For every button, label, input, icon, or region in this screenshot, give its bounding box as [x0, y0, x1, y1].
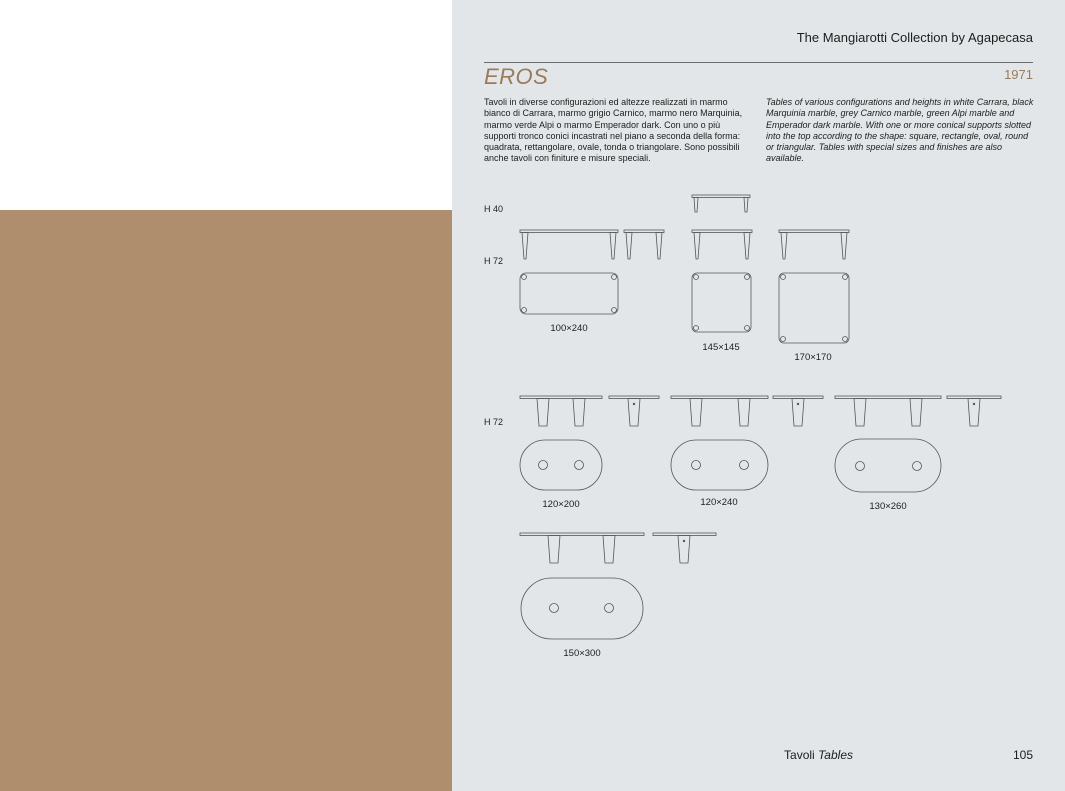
table-top-view-170x170: [779, 273, 849, 343]
collection-header: The Mangiarotti Collection by Agapecasa: [796, 30, 1033, 45]
table-side-view-130x260-short: [947, 396, 1001, 426]
table-side-view-170x170: [779, 230, 849, 259]
dimension-label: 130×260: [869, 501, 907, 512]
table-side-view-120x240-long: [671, 396, 768, 426]
footer-section-label: [784, 748, 853, 762]
table-side-view-120x200-short: [609, 396, 659, 426]
table-top-view-145x145: [692, 273, 751, 332]
dimension-label: 120×240: [700, 497, 738, 508]
table-top-view-120x240: [671, 440, 768, 490]
table-side-view-130x260-long: [835, 396, 941, 426]
height-label-h72: H 72: [484, 256, 504, 266]
material-photo: [0, 210, 452, 791]
table-drawings: [452, 0, 1065, 791]
dimension-label: 145×145: [702, 342, 740, 353]
table-side-view-150x300-short: [653, 533, 716, 563]
table-side-view-100x240-short: [624, 230, 664, 259]
table-side-view-150x300-long: [520, 533, 644, 563]
dimension-label: 170×170: [794, 352, 832, 363]
table-side-view-145x145: [692, 230, 752, 259]
blank-top-area: [0, 0, 452, 210]
dimension-label: 100×240: [550, 323, 588, 334]
page-number: 105: [1012, 748, 1033, 762]
height-label-h40: H 40: [484, 204, 504, 214]
table-top-view-150x300: [521, 578, 643, 639]
table-top-view-120x200: [520, 440, 602, 490]
table-top-view-100x240: [520, 273, 618, 314]
table-side-view-120x200-long: [520, 396, 602, 426]
catalog-page: [452, 0, 1065, 791]
table-side-view-h40: [692, 195, 750, 212]
footer-label-italian: Tavoli: [784, 748, 815, 762]
dimension-label: 120×200: [542, 499, 580, 510]
table-top-view-130x260: [835, 439, 941, 492]
table-side-view-120x240-short: [773, 396, 823, 426]
description-italian: Tavoli in diverse configurazioni ed altezze realizzati in marmo bianco di Carrara, marmo grigio Carnico, marmo nero Marquinia, marmo verde Alpi o marmo Emperador dark. Con uno o più supporti tronco conici incastrati nel piano a seconda della forma: quadrata, rettangolare, ovale, tonda o triangolare. Sono possibili anche tavoli con finiture e misure speciali.: [484, 97, 743, 164]
product-year: 1971: [1004, 67, 1033, 82]
footer-label-english: Tables: [818, 748, 853, 762]
height-label-h72-oval: H 72: [484, 417, 504, 427]
dimension-label: 150×300: [563, 648, 601, 659]
description-english: Tables of various configurations and heights in white Carrara, black Marquinia marble, grey Carnico marble, green Alpi marble and Emperador dark marble. With one or more conical supports slotted into the top according to the shape: square, rectangle, oval, round or triangular. Tables with special sizes and finishes are also available.: [766, 97, 1034, 164]
product-title: EROS: [484, 64, 549, 89]
table-side-view-100x240-long: [520, 230, 618, 259]
